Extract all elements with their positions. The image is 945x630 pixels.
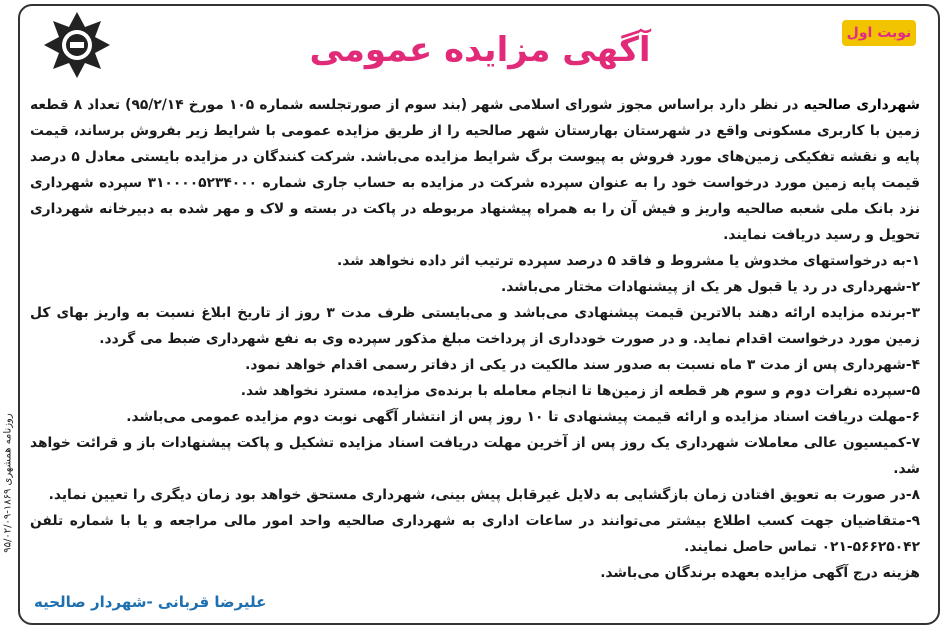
condition-item: ۵-سپرده نفرات دوم و سوم هر قطعه از زمین‌ها تا انجام معامله با برنده‌ی مزایده، مسترد نخواهد شد. <box>240 383 920 399</box>
intro-lead: شهرداری صالحیه <box>803 97 920 113</box>
condition-item: ۶-مهلت دریافت اسناد مزایده و ارائه قیمت پیشنهادی تا ۱۰ روز پس از انتشار آگهی نوبت دوم مزایده عمومی می‌باشد. <box>126 409 920 425</box>
condition-item: ۳-برنده مزایده ارائه دهند بالاترین قیمت پیشنهادی می‌باشد و می‌بایستی ظرف مدت ۳ روز از تاریخ ابلاغ نسبت به واریز بهای کل زمین مورد درخواست اقدام نماید. و در صورت خودداری از پرداخت مبلغ مذکور سپرده وی به نفع شهرداری ضبط می گردد. <box>30 305 920 347</box>
intro-text: در نظر دارد براساس مجوز شورای اسلامی شهر (بند سوم از صورتجلسه شماره ۱۰۵ مورخ ۹۵/۲/۱۴) تعداد ۸ قطعه زمین با کاربری مسکونی واقع در شهرستان بهارستان شهر صالحیه را از طریق مزایده عمومی با شرایط زیر بفروش برساند، قیمت پایه و نقشه تفکیکی زمین‌های مورد فروش به پیوست برگ شرایط مزایده می‌باشد. شرکت کنندگان در مزایده بایستی معادل ۵ درصد قیمت پایه زمین مورد درخواست خود را به عنوان سپرده شرکت در مزایده به حساب جاری شماره ۳۱۰۰۰۰۵۲۳۴۰۰۰ سپرده شهرداری نزد بانک ملی شعبه صالحیه واریز و فیش آن را به همراه پیشنهاد مربوطه در پاکت در بسته و لاک و مهر شده به دبیرخانه شهرداری تحویل و رسید دریافت نمایند. <box>30 97 920 243</box>
condition-item: ۸-در صورت به تعویق افتادن زمان بازگشایی به دلایل غیرقابل پیش بینی، شهرداری مستحق خواهد بود زمان دیگری را تعیین نماید. <box>48 487 920 503</box>
page-title: آگهی مزایده عمومی <box>309 30 651 70</box>
ad-body <box>30 92 920 586</box>
intro-paragraph <box>30 92 920 248</box>
condition-item: ۲-شهرداری در رد یا قبول هر یک از پیشنهادات مختار می‌باشد. <box>501 279 920 295</box>
side-note-text: روزنامه همشهری ۱۸۶۹-۹۵/۰۲/۰۹ <box>2 412 14 553</box>
signature: علیرضا قربانی -شهردار صالحیه <box>34 593 267 611</box>
municipality-logo-icon <box>34 10 120 80</box>
publication-round-badge: نوبت اول <box>842 20 916 46</box>
side-note <box>0 340 18 625</box>
condition-item: ۴-شهرداری پس از مدت ۳ ماه نسبت به صدور سند مالکیت در یکی از دفاتر رسمی اقدام خواهد نمود. <box>245 357 920 373</box>
condition-item: ۷-کمیسیون عالی معاملات شهرداری یک روز پس از آخرین مهلت دریافت اسناد مزایده تشکیل و پاکت پیشنهادات باز و قرائت خواهد شد. <box>30 435 920 477</box>
footer-note: هزینه درج آگهی مزایده بعهده برندگان می‌باشد. <box>600 565 920 581</box>
condition-item: ۹-متقاضیان جهت کسب اطلاع بیشتر می‌توانند در ساعات اداری به شهرداری صالحیه واحد امور مالی مراجعه و یا با شماره تلفن ۵۶۶۲۵۰۴۲-۰۲۱ تماس حاصل نمایند. <box>30 513 920 555</box>
condition-item: ۱-به درخواستهای مخدوش یا مشروط و فاقد ۵ درصد سپرده ترتیب اثر داده نخواهد شد. <box>337 253 920 269</box>
